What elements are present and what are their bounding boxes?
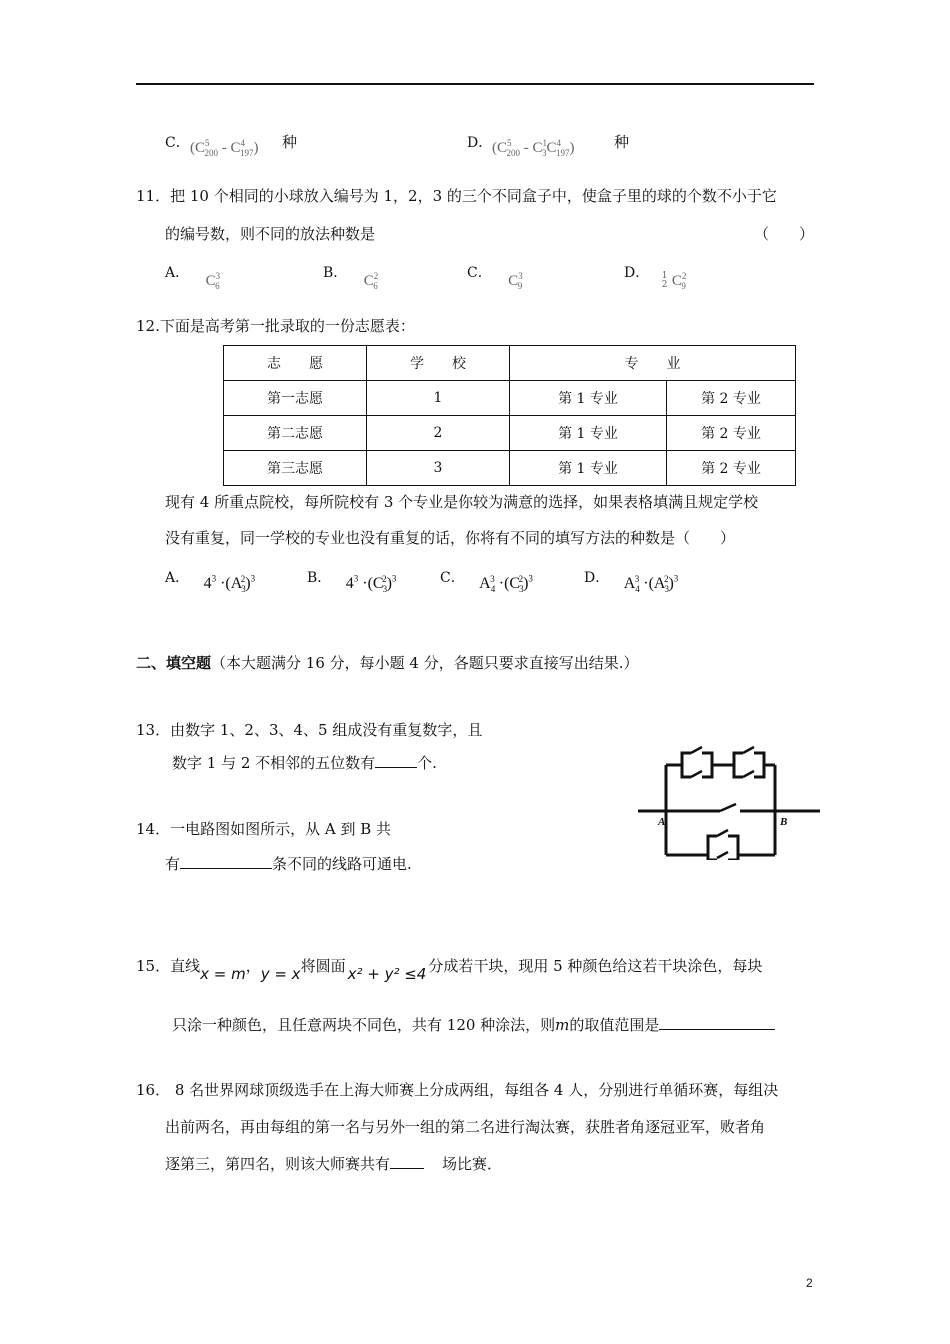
table-cell: 第一志愿 <box>224 381 367 416</box>
table-cell: 第 2 专业 <box>667 416 796 451</box>
q10-option-c <box>165 132 190 152</box>
q11-b-expression: $C^2_6$ <box>363 271 379 291</box>
q12-body-line1: 现有 4 所重点院校，每所院校有 3 个专业是你较为满意的选择，如果表格填满且规定学校 <box>165 493 759 511</box>
q12-body-line2: 没有重复，同一学校的专业也没有重复的话，你将有不同的填写方法的种数是（ ） <box>165 529 736 547</box>
q14-line2: 有 条不同的线路可通电. <box>165 855 412 873</box>
page-number: 2 <box>806 1276 813 1290</box>
q12-option-a: A． $4^3 \cdot(A_3^2)^3$ <box>165 570 256 595</box>
table-cell: 第二志愿 <box>224 416 367 451</box>
q11-option-c: C． $C^3_9$ <box>467 265 523 291</box>
q12-a-expression: $4^3 \cdot(A_3^2)^3$ <box>203 573 256 595</box>
section-2-note: （本大题满分 16 分，每小题 4 分，各题只要求直接写出结果.） <box>211 654 639 672</box>
table-row <box>224 451 796 486</box>
q15-line1: 15．直线x = m，y = x将圆面 x² + y² ≤4 分成若干块，现用 5 种颜色给这若干块涂色，每块 <box>136 957 763 983</box>
q10-c-unit: 种 <box>282 133 298 151</box>
q10-c-expression: $(C^5_{200} - C^4_{197})$ <box>190 138 259 158</box>
q11-line2: 的编号数，则不同的放法种数是 <box>165 225 376 243</box>
q12-intro: 12.下面是高考第一批录取的一份志愿表： <box>136 317 415 335</box>
table-cell: 第 1 专业 <box>510 381 667 416</box>
header-rule <box>136 83 814 85</box>
q10-c-label: C． <box>165 135 190 151</box>
q15-eq-y: y = x <box>260 965 301 983</box>
q11-d-expression: $C^2_9$ <box>671 271 687 291</box>
table-cell: 第 1 专业 <box>510 451 667 486</box>
q10-d-label: D． <box>467 135 493 151</box>
table-header-row <box>224 346 796 381</box>
q11-a-expression: $C^3_6$ <box>205 271 221 291</box>
q16-line3: 逐第三，第四名，则该大师赛共有 场比赛． <box>165 1155 503 1173</box>
table-cell: 3 <box>367 451 510 486</box>
circuit-diagram <box>636 742 822 860</box>
q16-line1: 16． 8 名世界网球顶级选手在上海大师赛上分成两组，每组各 4 人，分别进行单循环赛，每组决 <box>136 1081 779 1099</box>
q14-answer-blank[interactable] <box>180 868 272 869</box>
q12-d-expression: $A_4^3 \cdot(A_3^2)^3$ <box>623 573 679 595</box>
q12-option-d: D． $A_4^3 \cdot(A_3^2)^3$ <box>584 570 679 595</box>
table-cell: 第 2 专业 <box>667 381 796 416</box>
q12-b-expression: $4^3 \cdot(C_3^2)^3$ <box>345 573 397 595</box>
q12-option-b: B． $4^3 \cdot(C_3^2)^3$ <box>307 570 397 595</box>
q16-line2: 出前两名，再由每组的第一名与另外一组的第二名进行淘汰赛，获胜者角逐冠亚军，败者角 <box>165 1118 766 1136</box>
circuit-label-b: B <box>780 816 788 828</box>
table-header-cell: 学 校 <box>367 346 510 381</box>
q13-line2: 数字 1 与 2 不相邻的五位数有 个. <box>172 754 437 772</box>
q12-option-c: C． $A_4^3 \cdot(C_3^2)^3$ <box>440 570 533 595</box>
q15-eq-x: x = m <box>200 965 246 983</box>
section-2-heading <box>136 652 639 673</box>
q10-d-expression: $(C^5_{200} - C^1_3C^4_{197})$ <box>492 138 575 158</box>
q15-line2: 只涂一种颜色，且任意两块不同色，共有 120 种涂法，则m的取值范围是 <box>172 1014 775 1035</box>
table-cell: 1 <box>367 381 510 416</box>
table-cell: 第三志愿 <box>224 451 367 486</box>
q15-circle-eq: x² + y² ≤4 <box>347 965 427 983</box>
q11-option-b: B． $C^2_6$ <box>323 265 379 291</box>
q14-line1: 14．一电路图如图所示，从 A 到 B 共 <box>136 820 392 838</box>
table-cell: 第 1 专业 <box>510 416 667 451</box>
q11-line1: 11．把 10 个相同的小球放入编号为 1，2，3 的三个不同盒子中，使盒子里的球的个数不小于它 <box>136 187 777 205</box>
table-header-cell: 专 业 <box>510 346 796 381</box>
q15-answer-blank[interactable] <box>659 1029 775 1030</box>
q12-c-expression: $A_4^3 \cdot(C_3^2)^3$ <box>479 573 533 595</box>
q16-answer-blank[interactable] <box>390 1168 424 1169</box>
q11-option-d: D． 1 2 $C^2_9$ <box>624 265 687 291</box>
q11-d-fraction: 1 2 <box>661 271 668 290</box>
table-header-cell: 志 愿 <box>224 346 367 381</box>
q13-line1: 13．由数字 1、2、3、4、5 组成没有重复数字，且 <box>136 721 483 739</box>
volunteer-table <box>223 345 796 486</box>
table-cell: 2 <box>367 416 510 451</box>
q11-c-expression: $C^3_9$ <box>508 271 523 291</box>
q11-option-a: A． $C^3_6$ <box>165 265 221 291</box>
circuit-label-a: A <box>658 816 666 828</box>
table-cell: 第 2 专业 <box>667 451 796 486</box>
section-2-title: 二、填空题 <box>136 654 212 672</box>
q10-d-unit: 种 <box>614 133 630 151</box>
q13-answer-blank[interactable] <box>375 767 417 768</box>
table-row <box>224 381 796 416</box>
q11-answer-paren: （ ） <box>754 225 815 243</box>
q10-option-d <box>467 132 492 152</box>
table-row <box>224 416 796 451</box>
